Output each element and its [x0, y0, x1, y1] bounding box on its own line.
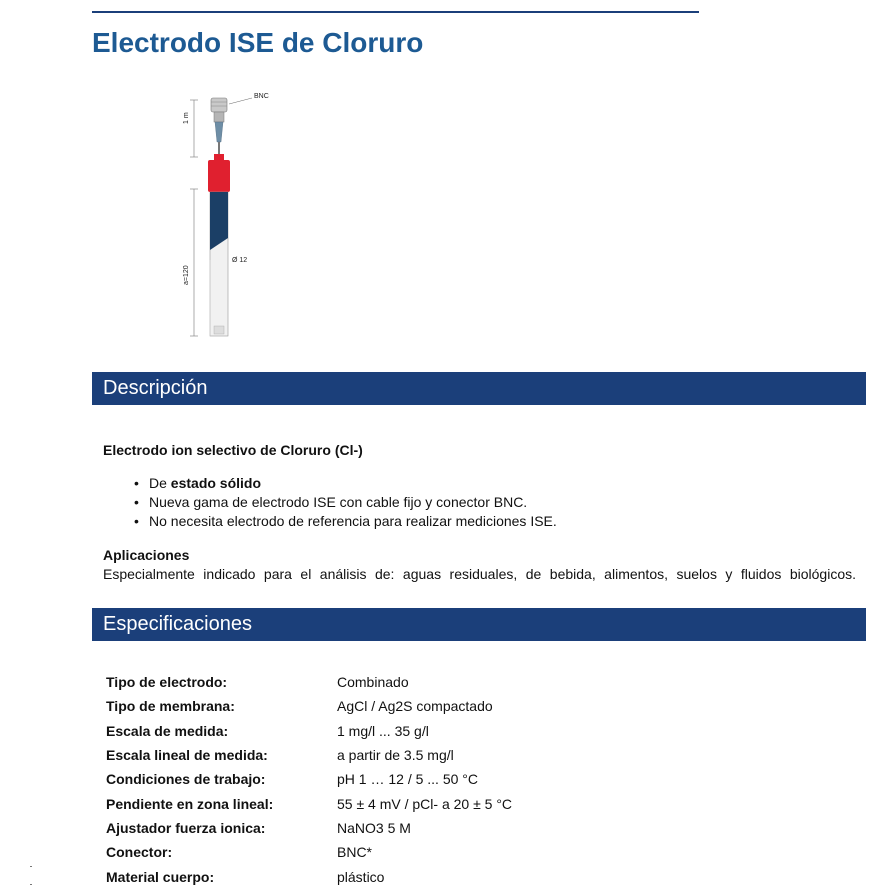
description-section-header: Descripción — [92, 372, 866, 405]
spec-key: Ajustador fuerza ionica: — [106, 819, 266, 836]
bullet-icon: • — [134, 513, 139, 529]
table-row — [106, 791, 637, 815]
body-length-label: a=120 — [183, 265, 190, 285]
spec-value: 55 ± 4 mV / pCl- a 20 ± 5 °C — [337, 795, 513, 812]
spec-key: Conector: — [106, 844, 173, 861]
list-item — [103, 493, 557, 512]
spec-key: Material cuerpo: — [106, 868, 215, 885]
table-row — [106, 816, 637, 840]
table-row — [106, 743, 637, 767]
table-row — [106, 694, 637, 718]
feature-list — [103, 474, 557, 531]
bullet-icon: • — [134, 475, 139, 491]
spec-key: Tipo de electrodo: — [106, 674, 228, 691]
spec-value: plástico — [337, 868, 385, 885]
spec-value: 1 mg/l ... 35 g/l — [337, 722, 429, 739]
cable-length-label: 1 m — [183, 112, 190, 124]
specifications-table — [106, 670, 637, 889]
table-row — [106, 840, 637, 864]
table-row — [106, 719, 637, 743]
page-title: Electrodo ISE de Cloruro — [92, 27, 424, 58]
spec-key: Pendiente en zona lineal: — [106, 795, 274, 812]
spec-key: Tipo de membrana: — [106, 698, 235, 715]
spec-value: BNC* — [337, 844, 373, 861]
margin-mark — [30, 866, 32, 867]
margin-mark — [30, 884, 32, 885]
spec-value: pH 1 … 12 / 5 ... 50 °C — [337, 771, 478, 788]
table-row — [106, 864, 637, 888]
bnc-label: BNC — [254, 93, 269, 100]
bullet-icon: • — [134, 494, 139, 510]
spec-key: Condiciones de trabajo: — [106, 771, 266, 788]
description-heading: Electrodo ion selectivo de Cloruro (Cl-) — [103, 442, 363, 458]
top-rule — [92, 11, 699, 13]
spec-key: Escala de medida: — [106, 722, 229, 739]
list-item-text: Nueva gama de electrodo ISE con cable fijo y conector BNC. — [149, 494, 528, 510]
list-item — [103, 512, 557, 531]
spec-value: Combinado — [337, 674, 409, 691]
table-row — [106, 767, 637, 791]
spec-value: AgCl / Ag2S compactado — [337, 698, 493, 715]
electrode-drawing — [180, 90, 280, 345]
spec-value: NaNO3 5 M — [337, 819, 411, 836]
list-item-text: No necesita electrodo de referencia para realizar mediciones ISE. — [149, 513, 557, 529]
applications-text: Especialmente indicado para el análisis de: aguas residuales, de bebida, alimentos, suelos y fluidos biológicos. — [103, 566, 856, 582]
list-item-prefix: De — [149, 475, 171, 491]
list-item — [103, 474, 557, 493]
specifications-section-header: Especificaciones — [92, 608, 866, 641]
list-item-bold: estado sólido — [170, 475, 262, 491]
spec-value: a partir de 3.5 mg/l — [337, 747, 454, 764]
table-row — [106, 670, 637, 694]
applications-heading: Aplicaciones — [103, 547, 190, 563]
spec-key: Escala lineal de medida: — [106, 747, 268, 764]
diameter-label: Ø 12 — [232, 257, 248, 264]
